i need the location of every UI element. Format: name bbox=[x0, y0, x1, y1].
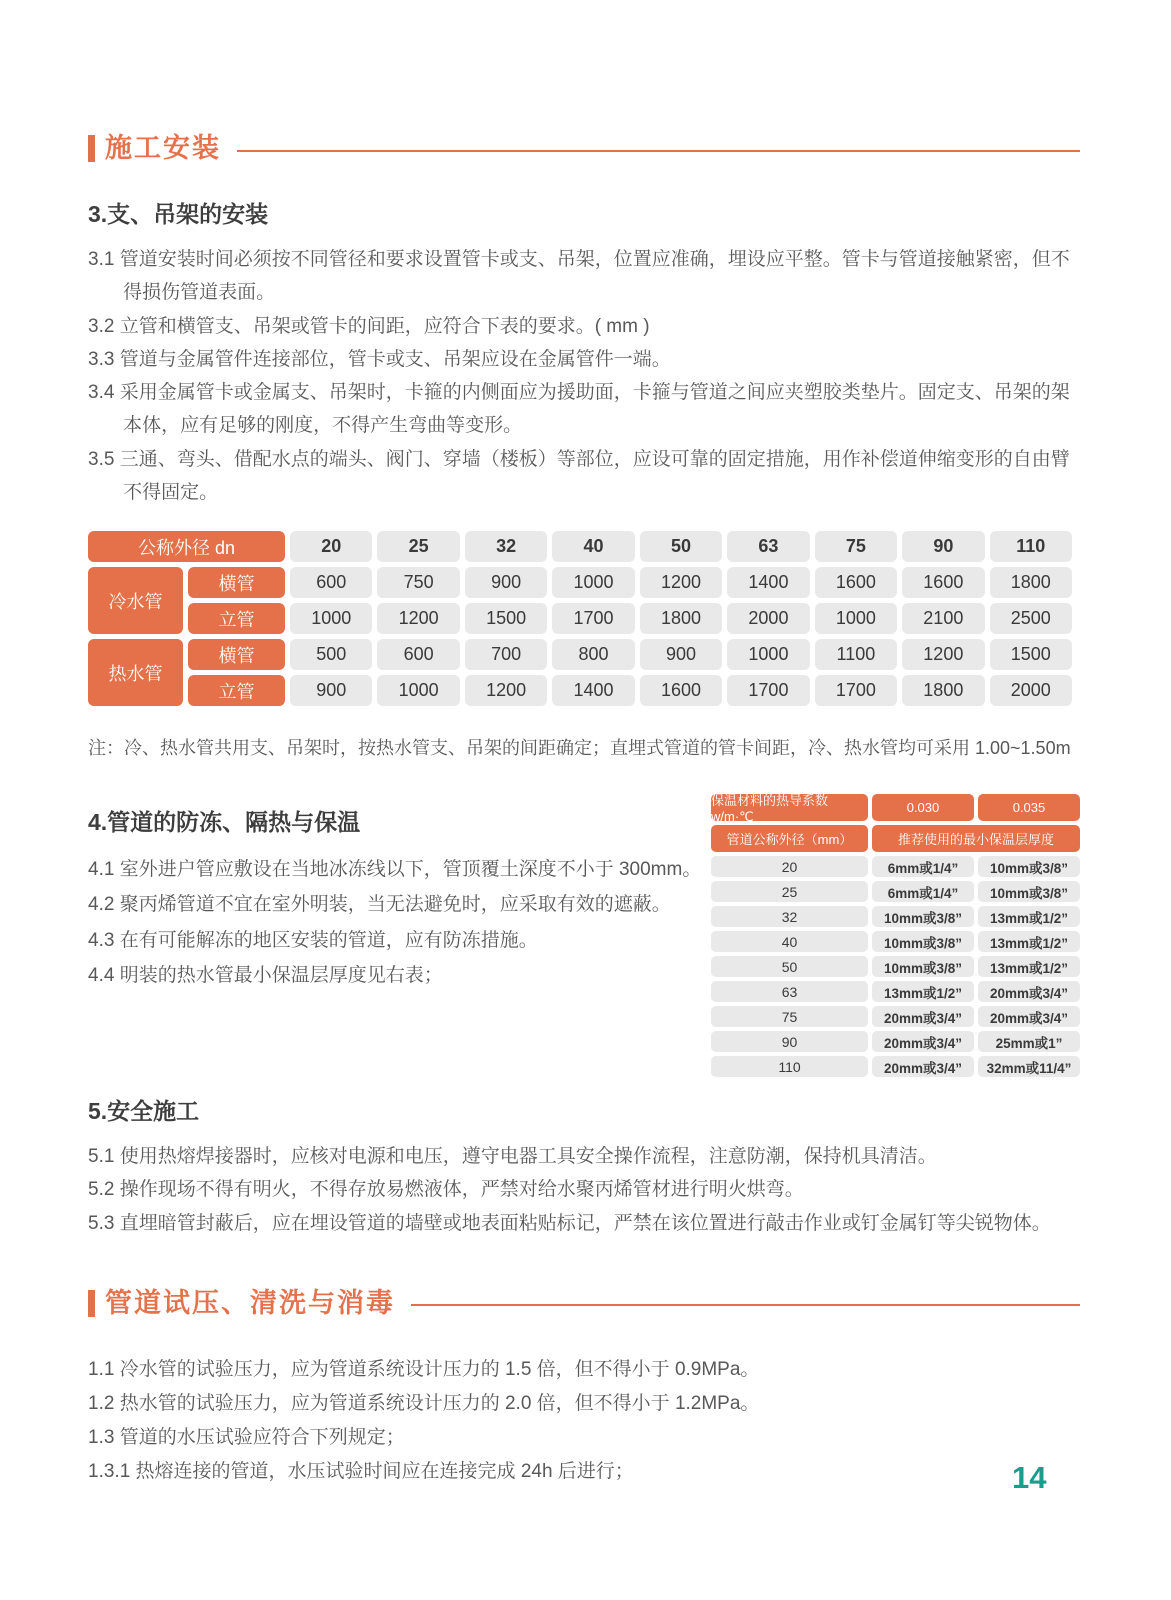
diameter-value-cell: 20 bbox=[711, 856, 868, 877]
divider-line bbox=[411, 1304, 1080, 1306]
spacing-value-cell: 500 bbox=[290, 639, 372, 670]
thickness-value-cell: 20mm或3/4” bbox=[978, 981, 1080, 1002]
corner-header-cell: 公称外径 dn bbox=[88, 531, 285, 562]
paragraph-5-3: 5.3 直埋暗管封蔽后，应在埋设管道的墙壁或地表面粘贴标记，严禁在该位置进行敲击作业或钉金属钉等尖锐物体。 bbox=[88, 1212, 1051, 1234]
insulation-table bbox=[711, 794, 1080, 1077]
pipe-group-label-cell: 热水管 bbox=[88, 639, 183, 706]
paragraph-1-3: 1.3 管道的水压试验应符合下列规定； bbox=[88, 1427, 405, 1449]
spacing-value-cell: 600 bbox=[290, 567, 372, 598]
spacing-value-cell: 1100 bbox=[815, 639, 897, 670]
orientation-label-cell: 横管 bbox=[188, 639, 285, 670]
spacing-value-cell: 1000 bbox=[815, 603, 897, 634]
heading-supports-install: 3.支、吊架的安装 bbox=[88, 201, 269, 227]
diameter-value-cell: 90 bbox=[711, 1031, 868, 1052]
paragraph-3-1: 3.1 管道安装时间必须按不同管径和要求设置管卡或支、吊架，位置应准确，埋设应平整。管卡与管道接触紧密，但不得损伤管道表面。 bbox=[88, 249, 1070, 304]
spacing-value-cell: 2500 bbox=[990, 603, 1072, 634]
spacing-value-cell: 750 bbox=[377, 567, 459, 598]
paragraph-5-2: 5.2 操作现场不得有明火，不得存放易燃液体，严禁对给水聚丙烯管材进行明火烘弯。 bbox=[88, 1179, 804, 1201]
pipe-group-label-cell: 冷水管 bbox=[88, 567, 183, 634]
paragraph-5-1: 5.1 使用热熔焊接器时，应核对电源和电压，遵守电器工具安全操作流程，注意防潮，保持机具清洁。 bbox=[88, 1146, 937, 1167]
spacing-value-cell: 1400 bbox=[727, 567, 809, 598]
paragraph-4-4: 4.4 明装的热水管最小保温层厚度见右表； bbox=[88, 964, 443, 986]
spacing-value-cell: 2000 bbox=[727, 603, 809, 634]
spacing-value-cell: 1700 bbox=[552, 603, 634, 634]
divider-line bbox=[237, 150, 1080, 152]
spacing-value-cell: 1700 bbox=[815, 675, 897, 706]
thickness-value-cell: 10mm或3/8” bbox=[872, 956, 974, 977]
thickness-value-cell: 20mm或3/4” bbox=[872, 1031, 974, 1052]
diameter-header-cell: 75 bbox=[815, 531, 897, 562]
thickness-value-cell: 6mm或1/4” bbox=[872, 881, 974, 902]
thickness-value-cell: 32mm或11/4” bbox=[978, 1056, 1080, 1077]
thickness-value-cell: 10mm或3/8” bbox=[978, 881, 1080, 902]
thickness-value-cell: 10mm或3/8” bbox=[872, 906, 974, 927]
spacing-value-cell: 1500 bbox=[990, 639, 1072, 670]
diameter-header-cell: 32 bbox=[465, 531, 547, 562]
diameter-header-cell: 20 bbox=[290, 531, 372, 562]
spacing-value-cell: 900 bbox=[640, 639, 722, 670]
paragraph-1-2: 1.2 热水管的试验压力，应为管道系统设计压力的 2.0 倍，但不得小于 1.2MPa。 bbox=[88, 1392, 760, 1414]
spacing-value-cell: 2100 bbox=[902, 603, 984, 634]
spacing-value-cell: 600 bbox=[377, 639, 459, 670]
diameter-value-cell: 25 bbox=[711, 881, 868, 902]
section-marker-bar bbox=[88, 1290, 95, 1317]
heading-insulation: 4.管道的防冻、隔热与保温 bbox=[88, 809, 361, 835]
thickness-value-cell: 10mm或3/8” bbox=[872, 931, 974, 952]
orientation-label-cell: 横管 bbox=[188, 567, 285, 598]
orientation-label-cell: 立管 bbox=[188, 675, 285, 706]
spacing-value-cell: 1000 bbox=[727, 639, 809, 670]
diameter-header-cell: 110 bbox=[990, 531, 1072, 562]
thickness-value-cell: 13mm或1/2” bbox=[978, 906, 1080, 927]
spacing-value-cell: 1500 bbox=[465, 603, 547, 634]
spacing-value-cell: 1600 bbox=[902, 567, 984, 598]
paragraph-1-3-1: 1.3.1 热熔连接的管道，水压试验时间应在连接完成 24h 后进行； bbox=[88, 1461, 634, 1483]
spacing-value-cell: 1200 bbox=[377, 603, 459, 634]
diameter-value-cell: 40 bbox=[711, 931, 868, 952]
page-number: 14 bbox=[1012, 1460, 1047, 1495]
thickness-value-cell: 6mm或1/4” bbox=[872, 856, 974, 877]
section-header-testing bbox=[88, 1287, 1080, 1318]
diameter-value-cell: 32 bbox=[711, 906, 868, 927]
spacing-value-cell: 1000 bbox=[552, 567, 634, 598]
thickness-value-cell: 20mm或3/4” bbox=[978, 1006, 1080, 1027]
spacing-value-cell: 1700 bbox=[727, 675, 809, 706]
spacing-value-cell: 2000 bbox=[990, 675, 1072, 706]
thickness-value-cell: 25mm或1” bbox=[978, 1031, 1080, 1052]
spacing-value-cell: 1200 bbox=[902, 639, 984, 670]
paragraph-3-3: 3.3 管道与金属管件连接部位，管卡或支、吊架应设在金属管件一端。 bbox=[88, 348, 671, 370]
thickness-value-cell: 10mm或3/8” bbox=[978, 856, 1080, 877]
spacing-value-cell: 1800 bbox=[990, 567, 1072, 598]
conductivity-header-cell: 保温材料的热导系数w/m·℃ bbox=[711, 794, 868, 821]
table-note: 注：冷、热水管共用支、吊架时，按热水管支、吊架的间距确定；直埋式管道的管卡间距，冷、热水管均可采用 1.00~1.50m bbox=[88, 738, 1071, 758]
paragraph-1-1: 1.1 冷水管的试验压力，应为管道系统设计压力的 1.5 倍，但不得小于 0.9MPa。 bbox=[88, 1358, 760, 1380]
diameter-value-cell: 50 bbox=[711, 956, 868, 977]
spacing-value-cell: 900 bbox=[290, 675, 372, 706]
spacing-value-cell: 1800 bbox=[640, 603, 722, 634]
diameter-value-cell: 75 bbox=[711, 1006, 868, 1027]
thickness-value-cell: 13mm或1/2” bbox=[978, 956, 1080, 977]
conductivity-value-cell: 0.035 bbox=[978, 794, 1080, 821]
spacing-value-cell: 900 bbox=[465, 567, 547, 598]
section-header-install bbox=[88, 135, 1080, 162]
spacing-table bbox=[88, 531, 1072, 706]
spacing-value-cell: 1400 bbox=[552, 675, 634, 706]
diameter-header-cell: 40 bbox=[552, 531, 634, 562]
thickness-header-cell: 推荐使用的最小保温层厚度 bbox=[872, 825, 1080, 852]
paragraph-4-1: 4.1 室外进户管应敷设在当地冰冻线以下，管顶覆土深度不小于 300mm。 bbox=[88, 859, 702, 880]
orientation-label-cell: 立管 bbox=[188, 603, 285, 634]
paragraph-3-2: 3.2 立管和横管支、吊架或管卡的间距，应符合下表的要求。( mm ) bbox=[88, 315, 650, 337]
insulation-text-column bbox=[88, 800, 702, 992]
spacing-value-cell: 1600 bbox=[640, 675, 722, 706]
spacing-value-cell: 700 bbox=[465, 639, 547, 670]
testing-paragraphs bbox=[88, 1353, 1080, 1490]
spacing-value-cell: 800 bbox=[552, 639, 634, 670]
diameter-header-cell: 管道公称外径（mm） bbox=[711, 825, 868, 852]
section-marker-bar bbox=[88, 135, 95, 162]
spacing-value-cell: 1200 bbox=[640, 567, 722, 598]
diameter-header-cell: 63 bbox=[727, 531, 809, 562]
diameter-value-cell: 63 bbox=[711, 981, 868, 1002]
paragraph-4-3: 4.3 在有可能解冻的地区安装的管道，应有防冻措施。 bbox=[88, 929, 538, 951]
spacing-value-cell: 1200 bbox=[465, 675, 547, 706]
thickness-value-cell: 13mm或1/2” bbox=[978, 931, 1080, 952]
spacing-value-cell: 1600 bbox=[815, 567, 897, 598]
diameter-header-cell: 50 bbox=[640, 531, 722, 562]
thickness-value-cell: 13mm或1/2” bbox=[872, 981, 974, 1002]
spacing-value-cell: 1000 bbox=[377, 675, 459, 706]
heading-safety: 5.安全施工 bbox=[88, 1098, 200, 1124]
section-title-testing: 管道试压、清洗与消毒 bbox=[105, 1287, 395, 1318]
diameter-header-cell: 90 bbox=[902, 531, 984, 562]
diameter-value-cell: 110 bbox=[711, 1056, 868, 1077]
paragraph-3-4: 3.4 采用金属管卡或金属支、吊架时，卡箍的内侧面应为援助面，卡箍与管道之间应夹塑胶类垫片。固定支、吊架的架本体，应有足够的刚度，不得产生弯曲等变形。 bbox=[88, 382, 1070, 437]
section-title-install: 施工安装 bbox=[105, 133, 221, 163]
spacing-value-cell: 1800 bbox=[902, 675, 984, 706]
diameter-header-cell: 25 bbox=[377, 531, 459, 562]
conductivity-value-cell: 0.030 bbox=[872, 794, 974, 821]
spacing-value-cell: 1000 bbox=[290, 603, 372, 634]
insulation-section bbox=[88, 793, 1080, 1077]
paragraph-4-2: 4.2 聚丙烯管道不宜在室外明装，当无法避免时，应采取有效的遮蔽。 bbox=[88, 894, 671, 916]
paragraph-3-5: 3.5 三通、弯头、借配水点的端头、阀门、穿墙（楼板）等部位，应设可靠的固定措施，用作补偿道伸缩变形的自由臂不得固定。 bbox=[88, 448, 1070, 503]
thickness-value-cell: 20mm或3/4” bbox=[872, 1006, 974, 1027]
thickness-value-cell: 20mm或3/4” bbox=[872, 1056, 974, 1077]
